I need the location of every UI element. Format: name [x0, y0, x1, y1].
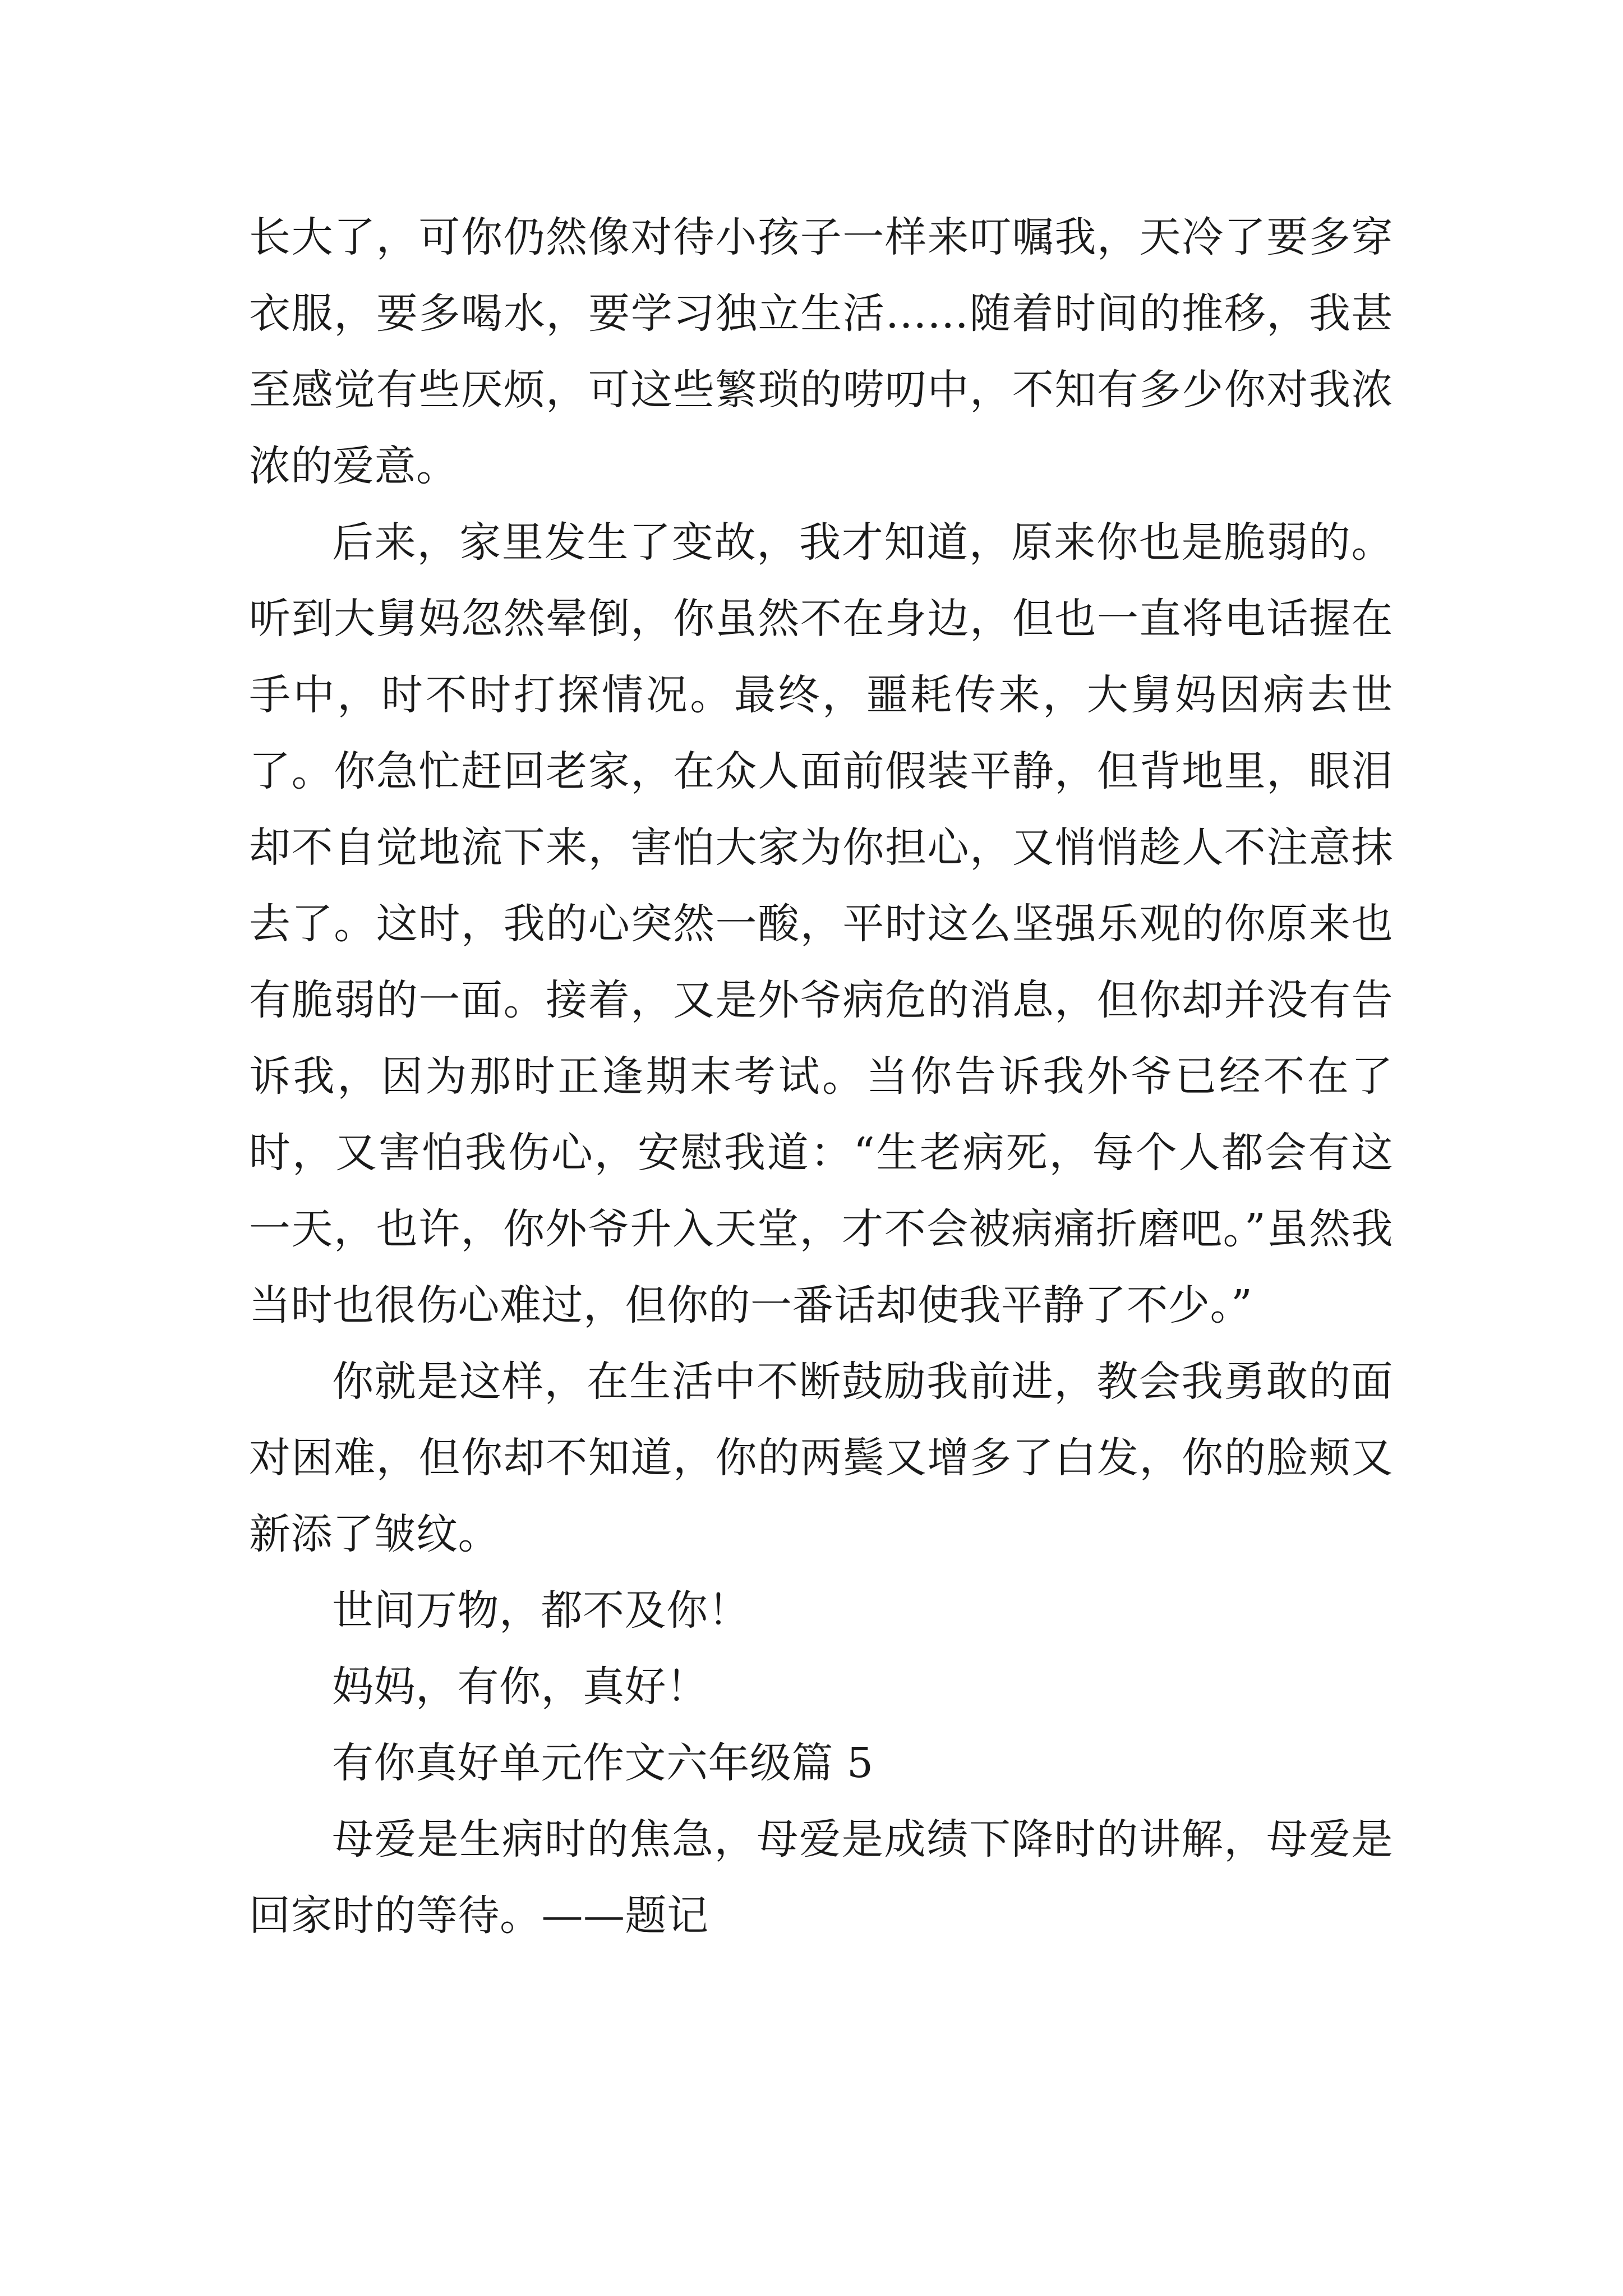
paragraph-4: 世间万物，都不及你！	[332, 1586, 750, 1635]
paragraph-epigraph: 母爱是生病时的焦急，母爱是成绩下降时的讲解，母爱是回家时的等待。——题记	[249, 1815, 1393, 1940]
paragraph-3: 你就是这样，在生活中不断鼓励我前进，教会我勇敢的面对困难，但你却不知道，你的两鬓又增多了白发，你的脸颊又新添了皱纹。	[249, 1358, 1393, 1558]
paragraph-2: 后来，家里发生了变故，我才知道，原来你也是脆弱的。听到大舅妈忽然晕倒，你虽然不在身边，但也一直将电话握在手中，时不时打探情况。最终，噩耗传来，大舅妈因病去世了。你急忙赶回老家，在众人面前假装平静，但背地里，眼泪却不自觉地流下来，害怕大家为你担心，又悄悄趁人不注意抹去了。这时，我的心突然一酸，平时这么坚强乐观的你原来也有脆弱的一面。接着，又是外爷病危的消息，但你却并没有告诉我，因为那时正逢期末考试。当你告诉我外爷已经不在了时，又害怕我伤心，安慰我道：“生老病死，每个人都会有这一天，也许，你外爷升入天堂，才不会被病痛折磨吧。”虽然我当时也很伤心难过，但你的一番话却使我平静了不少。”	[249, 518, 1393, 1329]
document-body	[249, 199, 1393, 1954]
paragraph-5: 妈妈，有你，真好！	[332, 1663, 708, 1711]
paragraph-1: 长大了，可你仍然像对待小孩子一样来叮嘱我，天冷了要多穿衣服，要多喝水，要学习独立生活……随着时间的推移，我甚至感觉有些厌烦，可这些繁琐的唠叨中，不知有多少你对我浓浓的爱意。	[249, 213, 1393, 490]
section-heading: 有你真好单元作文六年级篇 5	[332, 1739, 874, 1787]
